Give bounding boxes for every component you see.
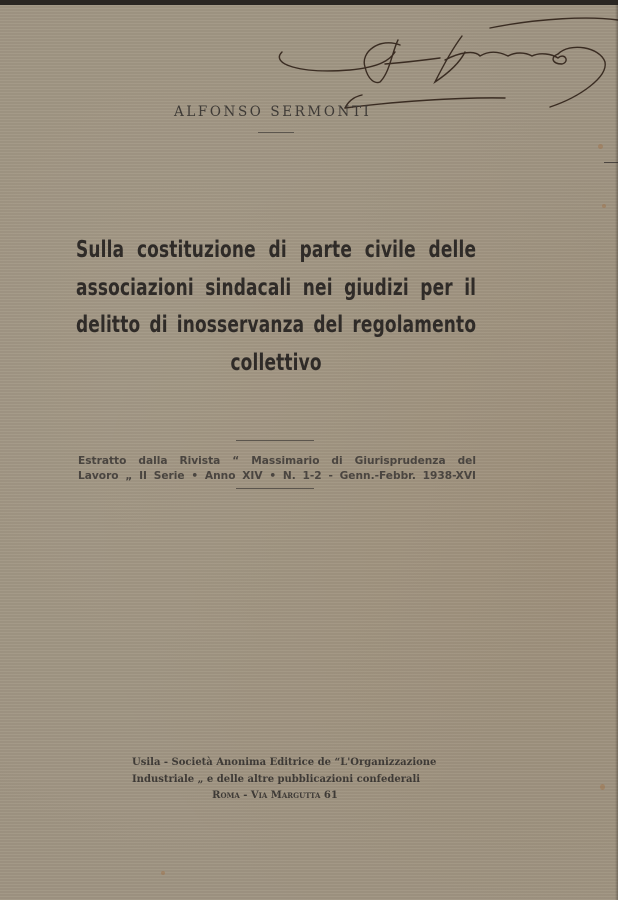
publisher-line: Usila - Società Anonima Editrice de “L'Organizzazione (132, 757, 437, 768)
extract-top-divider (236, 440, 314, 441)
extract-line: Estratto dalla Rivista “ Massimario di Giurisprudenza del (78, 455, 476, 467)
document-page (0, 4, 618, 900)
publisher-line: Roma - Via Margutta 61 (212, 790, 338, 801)
foxing-spot (602, 204, 606, 208)
author-divider (258, 132, 294, 133)
foxing-spot (598, 144, 603, 149)
publisher-imprint (132, 755, 437, 805)
title-line: collettivo (230, 349, 322, 376)
foxing-spot (600, 784, 605, 790)
title-line: delitto di inosservanza del regolamento (76, 312, 477, 338)
handwritten-signature (240, 12, 618, 112)
extract-note (78, 454, 476, 484)
title-line: associazioni sindacali nei giudizi per il (76, 274, 477, 301)
author-name: ALFONSO SERMONTI (174, 104, 372, 120)
publisher-line: Industriale „ e delle altre pubblicazioni confederali (132, 773, 421, 785)
extract-line: Lavoro „ II Serie • Anno XIV • N. 1-2 - Genn.-Febbr. 1938-XVI (78, 470, 476, 482)
document-title (76, 232, 476, 382)
foxing-spot (161, 871, 165, 875)
scan-top-edge (0, 0, 618, 5)
title-line: Sulla costituzione di parte civile delle (76, 237, 477, 263)
extract-bottom-divider (236, 488, 314, 489)
